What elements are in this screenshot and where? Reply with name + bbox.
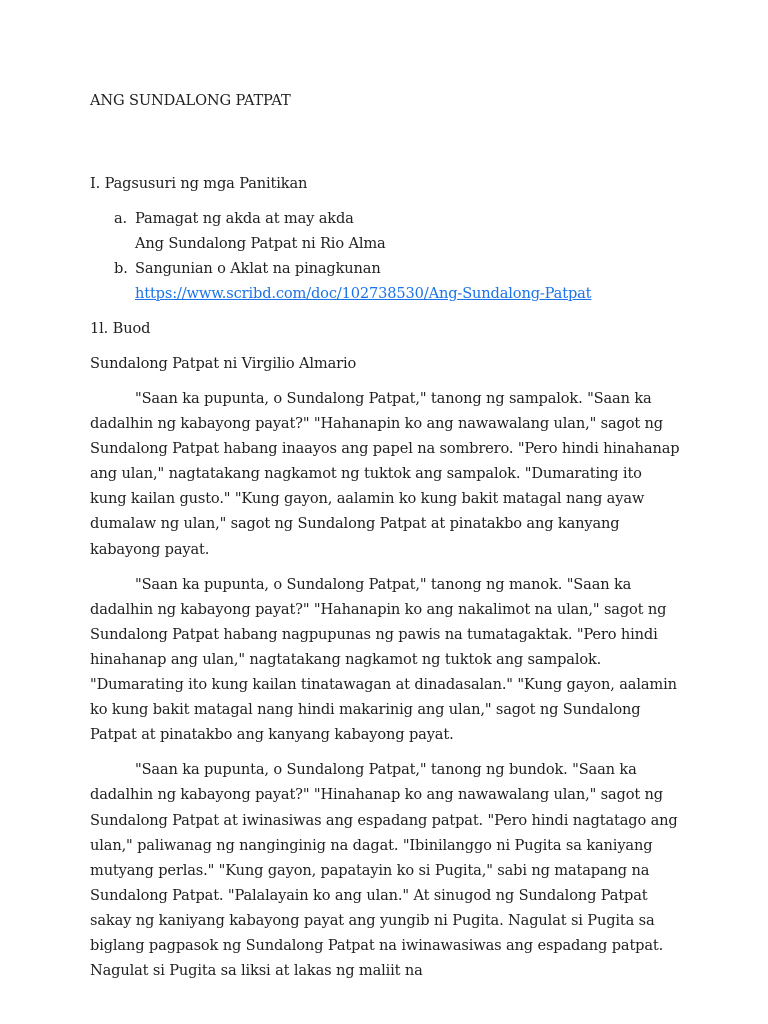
outline-item-label: Sangunian o Aklat na pinagkunan xyxy=(135,260,381,277)
section-heading-analysis: I. Pagsusuri ng mga Panitikan xyxy=(90,175,308,192)
analysis-outline-list xyxy=(90,206,682,306)
source-link[interactable]: https://www.scribd.com/doc/102738530/Ang-Sundalong-Patpat xyxy=(135,285,592,302)
section-summary xyxy=(90,316,682,983)
summary-paragraph: "Saan ka pupunta, o Sundalong Patpat," tanong ng manok. "Saan ka dadalhin ng kabayong payat?" "Hahanapin ko ang nakalimot na ulan," sagot ng Sundalong Patpat habang nagpupunas ng pawis na tumatagaktak. "Pero hindi hinahanap ang ulan," nagtatakang nagkamot ng tuktok ang sampalok. "Dumarating ito kung kailan tinatawagan at dinadasalan." "Kung gayon, aalamin ko kung bakit matagal nang hindi makarinig ang ulan," sagot ng Sundalong Patpat at pinatakbo ang kanyang kabayong payat. xyxy=(90,575,677,744)
outline-marker: a. xyxy=(114,210,128,227)
section-heading-summary: 1l. Buod xyxy=(90,320,151,337)
section-literature-analysis xyxy=(90,171,682,306)
outline-item-value: Ang Sundalong Patpat ni Rio Alma xyxy=(135,235,386,252)
outline-marker: b. xyxy=(114,260,128,277)
outline-item-label: Pamagat ng akda at may akda xyxy=(135,210,354,227)
summary-paragraph: "Saan ka pupunta, o Sundalong Patpat," tanong ng sampalok. "Saan ka dadalhin ng kabayong payat?" "Hahanapin ko ang nawawalang ulan," sagot ng Sundalong Patpat habang inaayos ang papel na sombrero. "Pero hindi hinahanap ang ulan," nagtatakang nagkamot ng tuktok ang sampalok. "Dumarating ito kung kailan gusto." "Kung gayon, aalamin ko kung bakit matagal nang ayaw dumalaw ng ulan," sagot ng Sundalong Patpat at pinatakbo ang kanyang kabayong payat. xyxy=(90,390,680,558)
summary-paragraph: "Saan ka pupunta, o Sundalong Patpat," tanong ng bundok. "Saan ka dadalhin ng kabayong payat?" "Hinahanap ko ang nawawalang ulan," sagot ng Sundalong Patpat at iwinasiwas ang espadang patpat. "Pero hindi nagtatago ang ulan," paliwanag ng nanginginig na dagat. "Ibinilanggo ni Pugita sa kaniyang mutyang perlas." "Kung gayon, papatayin ko si Pugita," sabi ng matapang na Sundalong Patpat. "Palalayain ko ang ulan." At sinugod ng Sundalong Patpat sakay ng kaniyang kabayong payat ang yungib ni Pugita. Nagulat si Pugita sa biglang pagpasok ng Sundalong Patpat na iwinawasiwas ang espadang patpat. Nagulat si Pugita sa liksi at lakas ng maliit na xyxy=(90,761,678,980)
outline-item-source xyxy=(90,256,682,306)
document-page xyxy=(90,88,682,993)
document-title: ANG SUNDALONG PATPAT xyxy=(90,92,291,109)
outline-item-title-author xyxy=(90,206,682,256)
summary-subtitle: Sundalong Patpat ni Virgilio Almario xyxy=(90,355,357,372)
